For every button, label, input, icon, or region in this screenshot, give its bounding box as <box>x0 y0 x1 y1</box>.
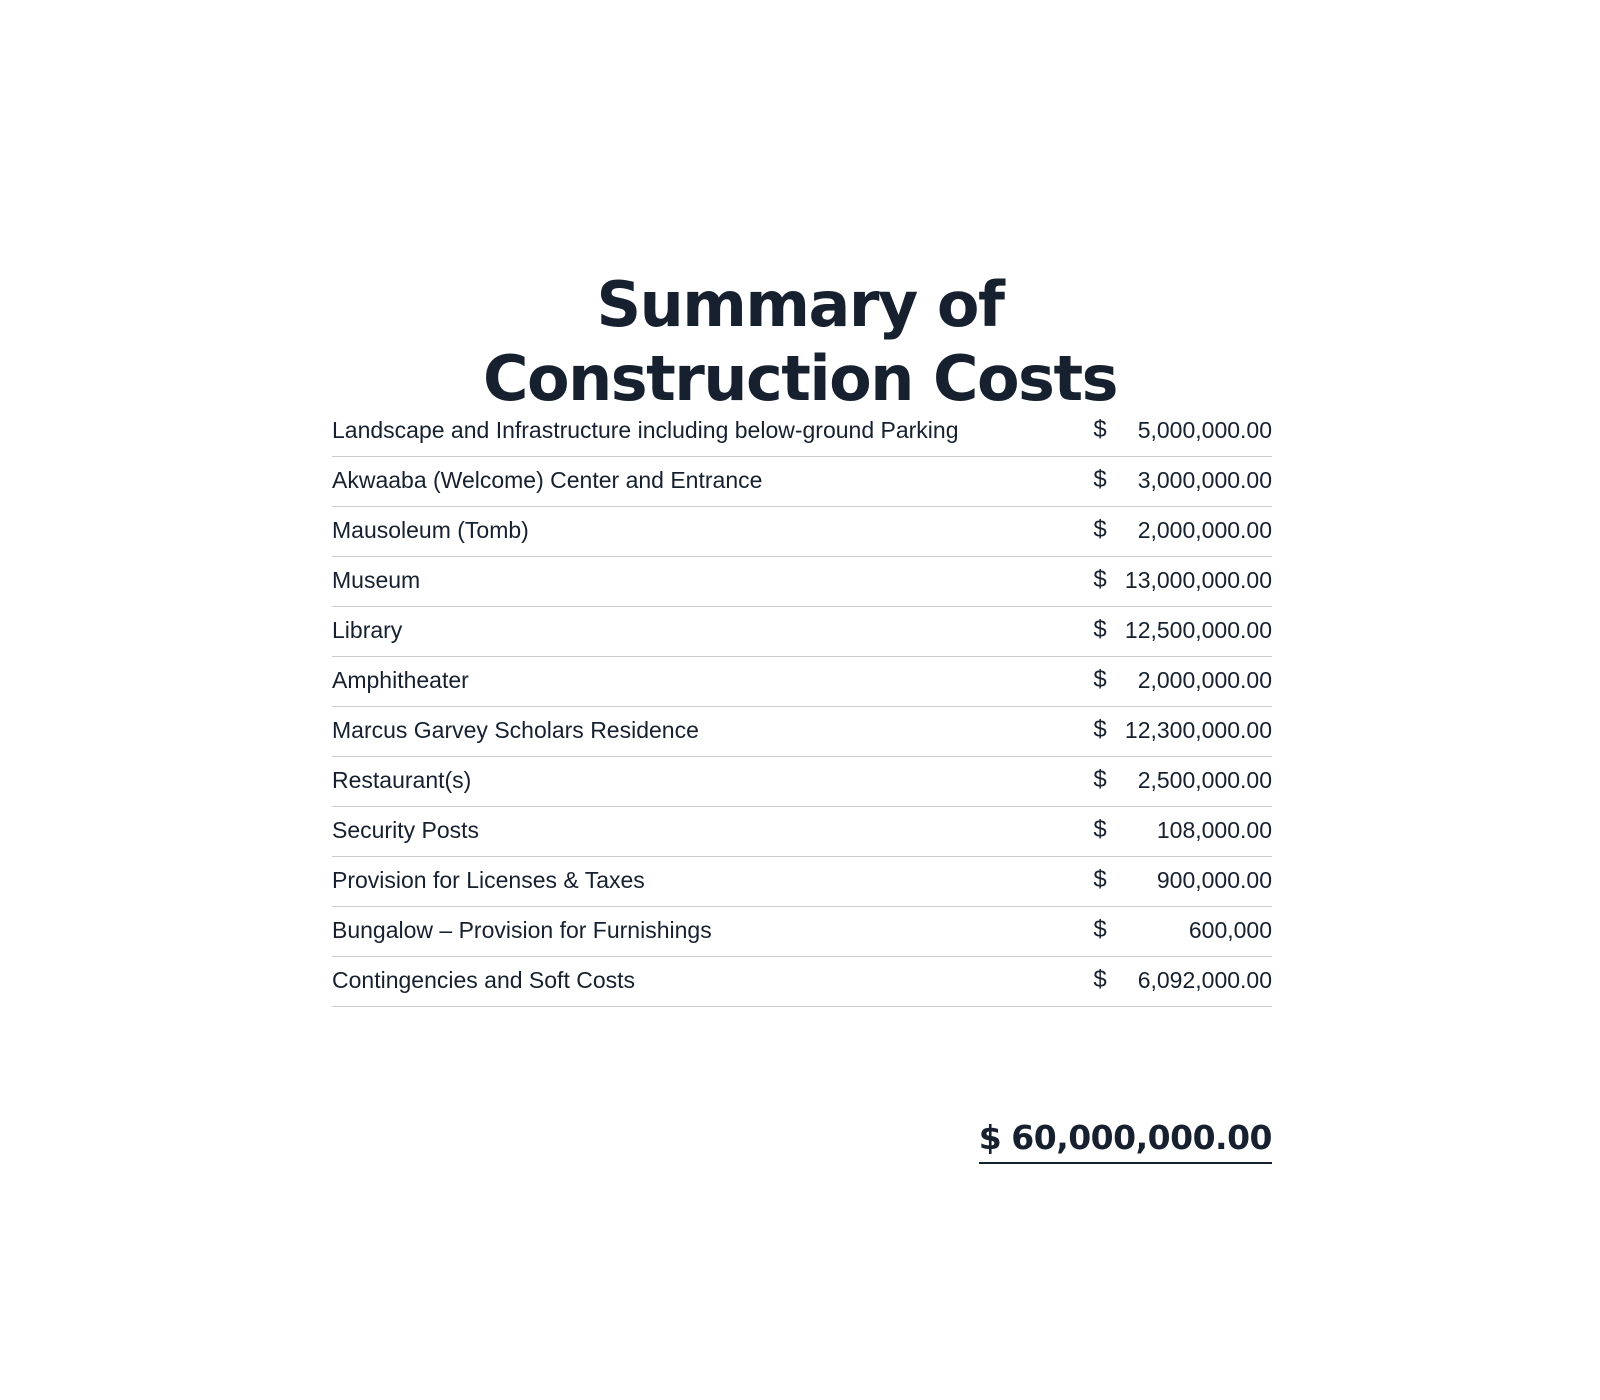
item-amount: 13,000,000.00 <box>1124 567 1272 593</box>
total-amount: 60,000,000.00 <box>1011 1118 1272 1157</box>
currency-symbol: $ <box>1093 616 1107 643</box>
item-label: Contingencies and Soft Costs <box>332 967 636 993</box>
item-label: Provision for Licenses & Taxes <box>332 867 645 893</box>
item-amount: 3,000,000.00 <box>1137 467 1272 493</box>
table-row <box>332 907 1272 957</box>
table-row <box>332 607 1272 657</box>
currency-symbol: $ <box>1093 466 1107 493</box>
item-amount: 6,092,000.00 <box>1137 967 1272 993</box>
item-amount: 5,000,000.00 <box>1137 417 1272 443</box>
item-amount: 12,500,000.00 <box>1124 617 1272 643</box>
item-amount: 2,500,000.00 <box>1137 767 1272 793</box>
item-label: Restaurant(s) <box>332 767 472 793</box>
currency-symbol: $ <box>1093 566 1107 593</box>
item-label: Landscape and Infrastructure including below-ground Parking <box>332 417 959 443</box>
table-row <box>332 707 1272 757</box>
table-row <box>332 407 1272 457</box>
item-amount: 108,000.00 <box>1156 817 1272 843</box>
page-title-line-2: Construction Costs <box>483 341 1117 415</box>
item-label: Museum <box>332 567 421 593</box>
table-row <box>332 457 1272 507</box>
item-amount: 900,000.00 <box>1156 867 1272 893</box>
item-amount: 2,000,000.00 <box>1137 667 1272 693</box>
currency-symbol: $ <box>1093 866 1107 893</box>
cost-table <box>332 407 1272 1007</box>
item-amount: 2,000,000.00 <box>1137 517 1272 543</box>
item-label: Bungalow – Provision for Furnishings <box>332 917 712 943</box>
page-title-line-1: Summary of <box>596 267 1004 341</box>
currency-symbol: $ <box>1093 966 1107 993</box>
item-label: Marcus Garvey Scholars Residence <box>332 717 699 743</box>
currency-symbol: $ <box>1093 816 1107 843</box>
currency-symbol: $ <box>1093 416 1107 443</box>
item-label: Mausoleum (Tomb) <box>332 517 529 543</box>
item-amount: 12,300,000.00 <box>1124 717 1272 743</box>
table-row <box>332 657 1272 707</box>
item-label: Akwaaba (Welcome) Center and Entrance <box>332 467 763 493</box>
currency-symbol: $ <box>1093 666 1107 693</box>
table-row <box>332 557 1272 607</box>
table-row <box>332 757 1272 807</box>
currency-symbol: $ <box>1093 766 1107 793</box>
item-label: Library <box>332 617 403 643</box>
table-row <box>332 807 1272 857</box>
item-amount: 600,000 <box>1188 917 1272 943</box>
page-title <box>0 268 1600 416</box>
total-currency-symbol: $ <box>978 1118 1002 1157</box>
table-row <box>332 507 1272 557</box>
table-row <box>332 957 1272 1007</box>
table-row <box>332 857 1272 907</box>
currency-symbol: $ <box>1093 516 1107 543</box>
item-label: Security Posts <box>332 817 479 843</box>
currency-symbol: $ <box>1093 916 1107 943</box>
grand-total <box>979 1118 1272 1164</box>
currency-symbol: $ <box>1093 716 1107 743</box>
item-label: Amphitheater <box>332 667 469 693</box>
